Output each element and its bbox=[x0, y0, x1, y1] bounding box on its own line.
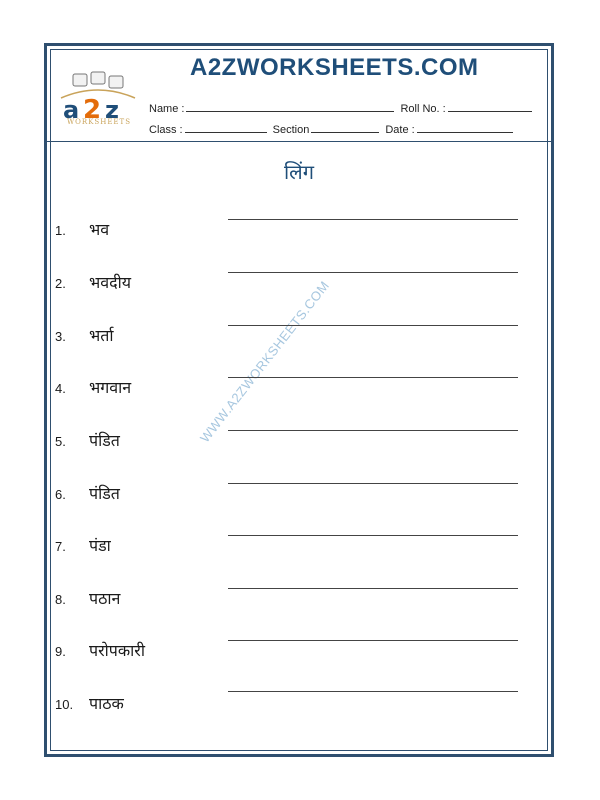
watermark: WWW.A2ZWORKSHEETS.COM bbox=[197, 278, 333, 446]
item-word: पंडा bbox=[89, 536, 111, 555]
item-word: परोपकारी bbox=[89, 641, 145, 660]
item-word: भवदीय bbox=[89, 273, 132, 292]
item-number: 8. bbox=[55, 592, 66, 607]
item-number: 4. bbox=[55, 381, 66, 396]
roll-field[interactable] bbox=[448, 101, 532, 112]
answer-line[interactable] bbox=[228, 535, 518, 536]
item-word: पठान bbox=[89, 589, 121, 608]
answer-line[interactable] bbox=[228, 588, 518, 589]
item-number: 7. bbox=[55, 539, 66, 554]
answer-line[interactable] bbox=[228, 219, 518, 220]
svg-text:z: z bbox=[105, 96, 119, 124]
class-field[interactable] bbox=[185, 122, 267, 133]
worksheet-title: लिंग bbox=[284, 160, 314, 184]
item-word: पंडित bbox=[89, 484, 120, 503]
item-word: भव bbox=[89, 220, 110, 239]
answer-line[interactable] bbox=[228, 640, 518, 641]
item-number: 2. bbox=[55, 276, 66, 291]
item-number: 6. bbox=[55, 487, 66, 502]
item-word: भगवान bbox=[89, 378, 132, 397]
item-number: 5. bbox=[55, 434, 66, 449]
item-number: 9. bbox=[55, 644, 66, 659]
roll-label: Roll No. : bbox=[400, 103, 446, 115]
section-label: Section bbox=[272, 124, 310, 136]
item-number: 10. bbox=[55, 697, 74, 712]
item-word: पंडित bbox=[89, 431, 120, 450]
header-divider bbox=[47, 141, 551, 142]
logo-caption: WORKSHEETS bbox=[66, 118, 132, 126]
date-field[interactable] bbox=[417, 122, 513, 133]
item-number: 3. bbox=[55, 329, 66, 344]
class-section-date-row bbox=[149, 122, 519, 136]
item-word: भर्ता bbox=[89, 326, 114, 345]
answer-line[interactable] bbox=[228, 430, 518, 431]
class-label: Class : bbox=[149, 124, 183, 136]
date-label: Date : bbox=[385, 124, 415, 136]
answer-line[interactable] bbox=[228, 483, 518, 484]
site-brand-title: A2ZWORKSHEETS.COM bbox=[190, 54, 479, 81]
answer-line[interactable] bbox=[228, 377, 518, 378]
name-field[interactable] bbox=[186, 101, 394, 112]
item-word: पाठक bbox=[89, 694, 124, 713]
svg-text:a: a bbox=[63, 96, 80, 124]
answer-line[interactable] bbox=[228, 691, 518, 692]
name-roll-row bbox=[149, 101, 538, 115]
answer-line[interactable] bbox=[228, 272, 518, 273]
worksheet-frame bbox=[44, 43, 554, 757]
name-label: Name : bbox=[149, 103, 185, 115]
item-number: 1. bbox=[55, 223, 66, 238]
svg-text:2: 2 bbox=[83, 95, 102, 125]
answer-line[interactable] bbox=[228, 325, 518, 326]
section-field[interactable] bbox=[311, 122, 379, 133]
